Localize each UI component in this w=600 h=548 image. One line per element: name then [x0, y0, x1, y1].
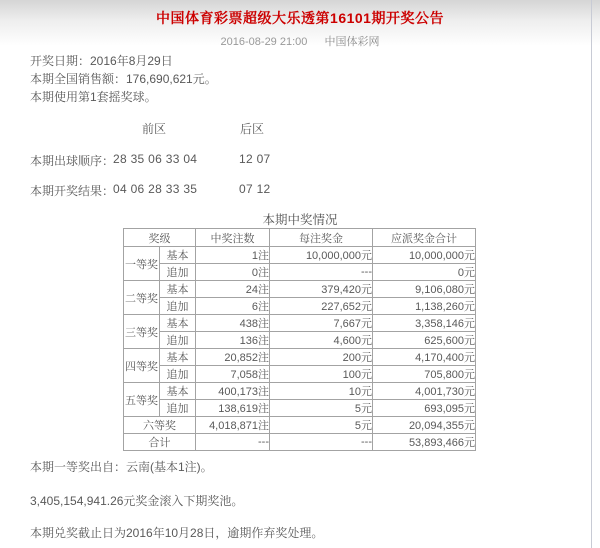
type-cell: 追加 [160, 332, 196, 349]
total-cell: 10,000,000元 [373, 247, 476, 264]
type-cell: 追加 [160, 264, 196, 281]
prize-table-row [124, 264, 476, 281]
claim-deadline-line: 本期兑奖截止日为2016年10月28日，逾期作弃奖处理。 [30, 526, 324, 540]
type-cell: 基本 [160, 315, 196, 332]
prize-cell: 7,667元 [270, 315, 373, 332]
total-cell: 693,095元 [373, 400, 476, 417]
total-cell: 0元 [373, 264, 476, 281]
col-header-total: 应派奖金合计 [373, 229, 476, 247]
prize-cell: 4,600元 [270, 332, 373, 349]
publish-datetime: 2016-08-29 21:00 [220, 36, 308, 48]
prize-table-row [124, 434, 476, 451]
type-cell: 基本 [160, 383, 196, 400]
type-cell: 追加 [160, 298, 196, 315]
count-cell: 7,058注 [196, 366, 270, 383]
prize-table-row [124, 281, 476, 298]
prize-cell: 200元 [270, 349, 373, 366]
type-cell: 追加 [160, 366, 196, 383]
prize-cell: 379,420元 [270, 281, 373, 298]
tier-cell: 六等奖 [124, 417, 196, 434]
prize-cell: 10,000,000元 [270, 247, 373, 264]
back-zone-header: 后区 [240, 122, 265, 136]
type-cell: 追加 [160, 400, 196, 417]
prize-table-header-row [124, 229, 476, 247]
total-cell: 3,358,146元 [373, 315, 476, 332]
jackpot-rollover-line: 3,405,154,941.26元奖金滚入下期奖池。 [30, 494, 244, 508]
tier-cell: 合计 [124, 434, 196, 451]
count-cell: 6注 [196, 298, 270, 315]
type-cell: 基本 [160, 349, 196, 366]
right-border-line [591, 0, 592, 548]
total-cell: 625,600元 [373, 332, 476, 349]
prize-table-row [124, 417, 476, 434]
front-zone-header: 前区 [142, 122, 167, 136]
total-cell: 705,800元 [373, 366, 476, 383]
count-cell: 438注 [196, 315, 270, 332]
count-cell: 138,619注 [196, 400, 270, 417]
prize-table-row [124, 400, 476, 417]
prize-cell: 100元 [270, 366, 373, 383]
draw-result-back-numbers: 07 12 [239, 182, 271, 196]
count-cell: --- [196, 434, 270, 451]
source-site: 中国体彩网 [324, 36, 380, 48]
prize-cell: --- [270, 434, 373, 451]
tier-cell: 一等奖 [124, 247, 160, 281]
prize-table-row [124, 383, 476, 400]
prize-cell: 5元 [270, 417, 373, 434]
draw-order-back-numbers: 12 07 [239, 152, 271, 166]
total-cell: 20,094,355元 [373, 417, 476, 434]
prize-table-row [124, 332, 476, 349]
prize-table [123, 228, 476, 451]
count-cell: 20,852注 [196, 349, 270, 366]
prize-table-body [124, 247, 476, 451]
draw-result-label: 本期开奖结果： [30, 184, 115, 198]
total-cell: 9,106,080元 [373, 281, 476, 298]
total-cell: 1,138,260元 [373, 298, 476, 315]
prize-table-title: 本期中奖情况 [262, 213, 338, 227]
draw-date-line: 开奖日期：2016年8月29日 [30, 54, 173, 68]
type-cell: 基本 [160, 247, 196, 264]
total-cell: 53,893,466元 [373, 434, 476, 451]
prize-table-row [124, 247, 476, 264]
prize-cell: 227,652元 [270, 298, 373, 315]
subtitle-row [0, 33, 600, 49]
draw-result-front-numbers: 04 06 28 33 35 [113, 182, 198, 196]
total-cell: 4,001,730元 [373, 383, 476, 400]
count-cell: 1注 [196, 247, 270, 264]
sales-amount-line: 本期全国销售额：176,690,621元。 [30, 72, 217, 86]
col-header-prize: 每注奖金 [270, 229, 373, 247]
page-title: 中国体育彩票超级大乐透第16101期开奖公告 [156, 10, 444, 26]
col-header-count: 中奖注数 [196, 229, 270, 247]
prize-cell: 5元 [270, 400, 373, 417]
draw-order-front-numbers: 28 35 06 33 04 [113, 152, 198, 166]
tier-cell: 五等奖 [124, 383, 160, 417]
draw-order-label: 本期出球顺序： [30, 154, 115, 168]
prize-table-row [124, 349, 476, 366]
prize-table-row [124, 315, 476, 332]
draw-result-row [0, 182, 600, 197]
count-cell: 136注 [196, 332, 270, 349]
total-cell: 4,170,400元 [373, 349, 476, 366]
ball-set-line: 本期使用第1套摇奖球。 [30, 90, 157, 104]
prize-cell: --- [270, 264, 373, 281]
draw-order-row [0, 152, 600, 167]
type-cell: 基本 [160, 281, 196, 298]
first-prize-origin-line: 本期一等奖出自：云南(基本1注)。 [30, 460, 213, 474]
col-header-tier: 奖级 [124, 229, 196, 247]
count-cell: 400,173注 [196, 383, 270, 400]
tier-cell: 四等奖 [124, 349, 160, 383]
prize-cell: 10元 [270, 383, 373, 400]
tier-cell: 二等奖 [124, 281, 160, 315]
prize-table-row [124, 366, 476, 383]
count-cell: 4,018,871注 [196, 417, 270, 434]
count-cell: 24注 [196, 281, 270, 298]
count-cell: 0注 [196, 264, 270, 281]
tier-cell: 三等奖 [124, 315, 160, 349]
prize-table-row [124, 298, 476, 315]
